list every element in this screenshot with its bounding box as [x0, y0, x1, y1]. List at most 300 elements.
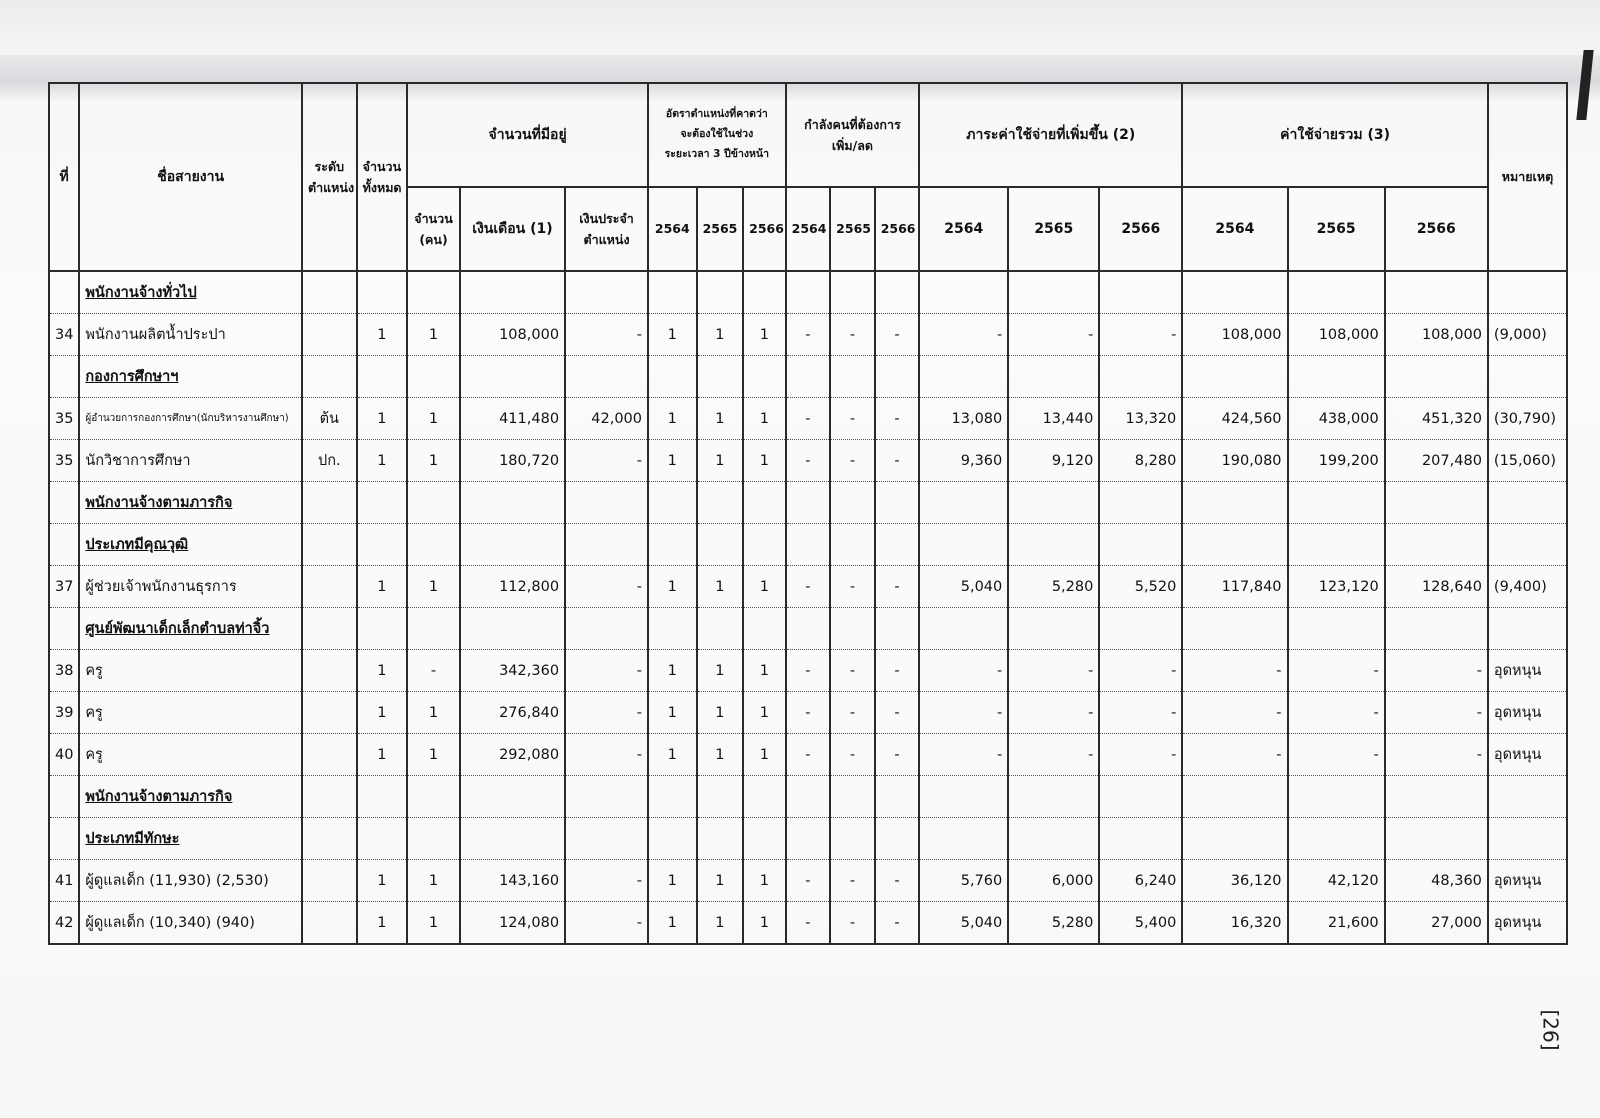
header-year: 2564	[1182, 187, 1287, 271]
position-name: ผู้อำนวยการกองการศึกษา(นักบริหารงานศึกษา)	[79, 398, 302, 440]
remark: (15,060)	[1488, 440, 1567, 482]
total-cost-value: 438,000	[1288, 398, 1385, 440]
empty-cell	[830, 356, 875, 398]
position-name: ผู้ช่วยเจ้าพนักงานธุรการ	[79, 566, 302, 608]
rate-value: 1	[648, 734, 697, 776]
burden-value: -	[1008, 692, 1099, 734]
empty-cell	[786, 776, 831, 818]
row-number	[49, 271, 79, 314]
empty-cell	[302, 818, 357, 860]
empty-cell	[1288, 524, 1385, 566]
rate-value: 1	[648, 692, 697, 734]
empty-cell	[697, 818, 744, 860]
change-value: -	[786, 692, 831, 734]
table-row	[49, 902, 1567, 945]
burden-value: -	[1008, 314, 1099, 356]
section-row	[49, 482, 1567, 524]
empty-cell	[875, 608, 920, 650]
empty-cell	[1288, 482, 1385, 524]
burden-value: -	[1008, 650, 1099, 692]
empty-cell	[357, 818, 408, 860]
empty-cell	[1182, 271, 1287, 314]
empty-cell	[1385, 482, 1488, 524]
row-number	[49, 776, 79, 818]
change-value: -	[830, 650, 875, 692]
empty-cell	[565, 776, 648, 818]
total-cost-value: 42,120	[1288, 860, 1385, 902]
table-row	[49, 566, 1567, 608]
row-number	[49, 608, 79, 650]
empty-cell	[830, 482, 875, 524]
position-pay: -	[565, 902, 648, 945]
empty-cell	[460, 818, 565, 860]
section-title	[79, 608, 302, 650]
total-cost-value: -	[1182, 692, 1287, 734]
empty-cell	[919, 524, 1008, 566]
empty-cell	[1385, 818, 1488, 860]
change-value: -	[830, 692, 875, 734]
remark: (30,790)	[1488, 398, 1567, 440]
empty-cell	[697, 524, 744, 566]
total-cost-value: -	[1288, 650, 1385, 692]
empty-cell	[302, 608, 357, 650]
empty-cell	[919, 776, 1008, 818]
empty-cell	[648, 271, 697, 314]
empty-cell	[1099, 482, 1182, 524]
total-cost-value: -	[1182, 734, 1287, 776]
rate-value: 1	[743, 734, 786, 776]
empty-cell	[407, 524, 460, 566]
burden-value: 6,000	[1008, 860, 1099, 902]
change-value: -	[875, 566, 920, 608]
section-row	[49, 776, 1567, 818]
position-pay: -	[565, 692, 648, 734]
section-row	[49, 608, 1567, 650]
empty-cell	[302, 524, 357, 566]
empty-cell	[302, 356, 357, 398]
change-value: -	[786, 398, 831, 440]
change-value: -	[875, 314, 920, 356]
header-name: ชื่อสายงาน	[79, 83, 302, 271]
burden-value: 9,120	[1008, 440, 1099, 482]
empty-cell	[357, 271, 408, 314]
empty-cell	[1182, 776, 1287, 818]
section-title-text: พนักงานจ้างทั่วไป	[85, 285, 197, 301]
empty-cell	[1385, 356, 1488, 398]
empty-cell	[1288, 818, 1385, 860]
burden-value: -	[1099, 692, 1182, 734]
section-title	[79, 818, 302, 860]
empty-cell	[1488, 818, 1567, 860]
position-level	[302, 650, 357, 692]
row-number: 42	[49, 902, 79, 945]
change-value: -	[830, 440, 875, 482]
change-value: -	[786, 650, 831, 692]
empty-cell	[565, 818, 648, 860]
rate-value: 1	[743, 650, 786, 692]
existing-count: 1	[407, 734, 460, 776]
header-position-pay: เงินประจำ ตำแหน่ง	[565, 187, 648, 271]
remark: (9,400)	[1488, 566, 1567, 608]
empty-cell	[1008, 524, 1099, 566]
position-level: ปก.	[302, 440, 357, 482]
empty-cell	[875, 271, 920, 314]
total-cost-value: 48,360	[1385, 860, 1488, 902]
empty-cell	[786, 271, 831, 314]
rate-value: 1	[743, 314, 786, 356]
empty-cell	[1288, 271, 1385, 314]
burden-value: -	[919, 650, 1008, 692]
header-remark: หมายเหตุ	[1488, 83, 1567, 271]
salary: 143,160	[460, 860, 565, 902]
empty-cell	[648, 482, 697, 524]
table-row	[49, 650, 1567, 692]
empty-cell	[786, 608, 831, 650]
change-value: -	[830, 398, 875, 440]
empty-cell	[565, 271, 648, 314]
empty-cell	[1008, 482, 1099, 524]
total-count: 1	[357, 692, 408, 734]
existing-count: 1	[407, 440, 460, 482]
empty-cell	[460, 524, 565, 566]
salary: 112,800	[460, 566, 565, 608]
empty-cell	[919, 608, 1008, 650]
total-count: 1	[357, 398, 408, 440]
row-number	[49, 818, 79, 860]
header-existing: จำนวนที่มีอยู่	[407, 83, 648, 187]
rate-value: 1	[743, 440, 786, 482]
position-level	[302, 902, 357, 945]
burden-value: 5,040	[919, 902, 1008, 945]
empty-cell	[1288, 608, 1385, 650]
empty-cell	[919, 818, 1008, 860]
salary: 342,360	[460, 650, 565, 692]
burden-value: -	[1099, 314, 1182, 356]
table-row	[49, 398, 1567, 440]
table-row	[49, 860, 1567, 902]
empty-cell	[1488, 271, 1567, 314]
total-cost-value: -	[1288, 734, 1385, 776]
header-year: 2565	[1008, 187, 1099, 271]
total-count: 1	[357, 440, 408, 482]
empty-cell	[697, 271, 744, 314]
empty-cell	[743, 818, 786, 860]
burden-value: -	[1099, 650, 1182, 692]
rate-value: 1	[697, 440, 744, 482]
salary: 292,080	[460, 734, 565, 776]
rate-value: 1	[697, 692, 744, 734]
burden-value: 8,280	[1099, 440, 1182, 482]
empty-cell	[460, 482, 565, 524]
total-cost-value: -	[1385, 650, 1488, 692]
empty-cell	[1385, 271, 1488, 314]
total-cost-value: 16,320	[1182, 902, 1287, 945]
empty-cell	[786, 356, 831, 398]
header-year: 2564	[786, 187, 831, 271]
change-value: -	[786, 860, 831, 902]
header-change: กำลังคนที่ต้องการ เพิ่ม/ลด	[786, 83, 920, 187]
rate-value: 1	[697, 902, 744, 945]
empty-cell	[565, 608, 648, 650]
salary: 108,000	[460, 314, 565, 356]
header-total-cost: ค่าใช้จ่ายรวม (3)	[1182, 83, 1488, 187]
existing-count: 1	[407, 860, 460, 902]
row-number: 34	[49, 314, 79, 356]
empty-cell	[302, 271, 357, 314]
row-number	[49, 482, 79, 524]
total-cost-value: -	[1385, 734, 1488, 776]
empty-cell	[786, 482, 831, 524]
change-value: -	[830, 902, 875, 945]
existing-count: 1	[407, 566, 460, 608]
total-cost-value: -	[1288, 692, 1385, 734]
empty-cell	[743, 524, 786, 566]
header-year: 2566	[1099, 187, 1182, 271]
header-year: 2566	[743, 187, 786, 271]
remark: อุดหนุน	[1488, 650, 1567, 692]
position-pay: -	[565, 314, 648, 356]
empty-cell	[919, 356, 1008, 398]
remark: อุดหนุน	[1488, 902, 1567, 945]
header-year: 2565	[1288, 187, 1385, 271]
empty-cell	[648, 608, 697, 650]
change-value: -	[875, 734, 920, 776]
total-count: 1	[357, 902, 408, 945]
remark: อุดหนุน	[1488, 860, 1567, 902]
rate-value: 1	[697, 650, 744, 692]
empty-cell	[786, 818, 831, 860]
position-name: ครู	[79, 692, 302, 734]
empty-cell	[830, 271, 875, 314]
change-value: -	[830, 734, 875, 776]
salary: 276,840	[460, 692, 565, 734]
total-count: 1	[357, 734, 408, 776]
existing-count: -	[407, 650, 460, 692]
empty-cell	[407, 818, 460, 860]
empty-cell	[1182, 524, 1287, 566]
empty-cell	[1288, 776, 1385, 818]
empty-cell	[648, 356, 697, 398]
total-cost-value: 451,320	[1385, 398, 1488, 440]
empty-cell	[1099, 271, 1182, 314]
section-title	[79, 776, 302, 818]
total-count: 1	[357, 566, 408, 608]
empty-cell	[407, 776, 460, 818]
burden-value: -	[919, 314, 1008, 356]
existing-count: 1	[407, 902, 460, 945]
change-value: -	[875, 398, 920, 440]
change-value: -	[830, 566, 875, 608]
empty-cell	[875, 818, 920, 860]
header-year: 2565	[830, 187, 875, 271]
empty-cell	[407, 271, 460, 314]
section-row	[49, 271, 1567, 314]
empty-cell	[1008, 608, 1099, 650]
empty-cell	[830, 524, 875, 566]
empty-cell	[1008, 776, 1099, 818]
row-number: 35	[49, 440, 79, 482]
empty-cell	[919, 482, 1008, 524]
empty-cell	[1008, 818, 1099, 860]
rate-value: 1	[697, 314, 744, 356]
change-value: -	[830, 314, 875, 356]
empty-cell	[1182, 482, 1287, 524]
empty-cell	[875, 524, 920, 566]
burden-value: 9,360	[919, 440, 1008, 482]
empty-cell	[1385, 776, 1488, 818]
empty-cell	[565, 482, 648, 524]
position-name: ครู	[79, 734, 302, 776]
position-pay: -	[565, 650, 648, 692]
section-title	[79, 524, 302, 566]
position-pay: -	[565, 440, 648, 482]
existing-count: 1	[407, 398, 460, 440]
header-total: จำนวน ทั้งหมด	[357, 83, 408, 271]
empty-cell	[875, 356, 920, 398]
rate-value: 1	[743, 566, 786, 608]
total-cost-value: 123,120	[1288, 566, 1385, 608]
total-cost-value: 21,600	[1288, 902, 1385, 945]
empty-cell	[1182, 356, 1287, 398]
total-cost-value: 207,480	[1385, 440, 1488, 482]
empty-cell	[1488, 482, 1567, 524]
empty-cell	[1008, 271, 1099, 314]
change-value: -	[786, 566, 831, 608]
section-title	[79, 271, 302, 314]
section-row	[49, 818, 1567, 860]
section-title	[79, 356, 302, 398]
position-pay: -	[565, 734, 648, 776]
burden-value: 13,080	[919, 398, 1008, 440]
change-value: -	[875, 692, 920, 734]
empty-cell	[1099, 818, 1182, 860]
header-salary: เงินเดือน (1)	[460, 187, 565, 271]
position-name: ผู้ดูแลเด็ก (11,930) (2,530)	[79, 860, 302, 902]
salary: 124,080	[460, 902, 565, 945]
total-cost-value: 117,840	[1182, 566, 1287, 608]
row-number: 39	[49, 692, 79, 734]
change-value: -	[786, 440, 831, 482]
empty-cell	[1385, 524, 1488, 566]
empty-cell	[830, 818, 875, 860]
remark: อุดหนุน	[1488, 734, 1567, 776]
empty-cell	[357, 608, 408, 650]
rate-value: 1	[743, 692, 786, 734]
position-pay: -	[565, 566, 648, 608]
existing-count: 1	[407, 314, 460, 356]
position-level	[302, 734, 357, 776]
empty-cell	[786, 524, 831, 566]
section-title-text: พนักงานจ้างตามภารกิจ	[85, 789, 233, 805]
empty-cell	[875, 776, 920, 818]
empty-cell	[743, 608, 786, 650]
change-value: -	[875, 440, 920, 482]
rate-value: 1	[648, 902, 697, 945]
burden-value: -	[919, 692, 1008, 734]
rate-value: 1	[697, 566, 744, 608]
row-number: 40	[49, 734, 79, 776]
section-title-text: กองการศึกษาฯ	[85, 369, 179, 385]
rate-value: 1	[648, 650, 697, 692]
existing-count: 1	[407, 692, 460, 734]
empty-cell	[357, 482, 408, 524]
total-cost-value: 424,560	[1182, 398, 1287, 440]
burden-value: 6,240	[1099, 860, 1182, 902]
empty-cell	[565, 524, 648, 566]
empty-cell	[357, 524, 408, 566]
header-no: ที่	[49, 83, 79, 271]
table-body	[49, 271, 1567, 944]
table-row	[49, 734, 1567, 776]
empty-cell	[743, 482, 786, 524]
empty-cell	[1488, 608, 1567, 650]
header-year: 2564	[919, 187, 1008, 271]
row-number: 38	[49, 650, 79, 692]
section-row	[49, 356, 1567, 398]
empty-cell	[460, 356, 565, 398]
empty-cell	[1488, 524, 1567, 566]
empty-cell	[407, 482, 460, 524]
position-name: ผู้ดูแลเด็ก (10,340) (940)	[79, 902, 302, 945]
change-value: -	[786, 902, 831, 945]
position-name: นักวิชาการศึกษา	[79, 440, 302, 482]
position-level	[302, 860, 357, 902]
empty-cell	[697, 482, 744, 524]
header-level: ระดับ ตำแหน่ง	[302, 83, 357, 271]
burden-value: -	[1099, 734, 1182, 776]
empty-cell	[407, 356, 460, 398]
empty-cell	[1488, 776, 1567, 818]
total-cost-value: 128,640	[1385, 566, 1488, 608]
section-title	[79, 482, 302, 524]
empty-cell	[743, 356, 786, 398]
total-cost-value: 190,080	[1182, 440, 1287, 482]
change-value: -	[875, 902, 920, 945]
empty-cell	[648, 818, 697, 860]
empty-cell	[1288, 356, 1385, 398]
total-cost-value: 108,000	[1385, 314, 1488, 356]
empty-cell	[460, 271, 565, 314]
burden-value: 13,440	[1008, 398, 1099, 440]
burden-value: 5,400	[1099, 902, 1182, 945]
empty-cell	[830, 776, 875, 818]
salary: 411,480	[460, 398, 565, 440]
total-cost-value: 199,200	[1288, 440, 1385, 482]
row-number: 41	[49, 860, 79, 902]
empty-cell	[648, 524, 697, 566]
rate-value: 1	[743, 902, 786, 945]
remark: อุดหนุน	[1488, 692, 1567, 734]
burden-value: 5,520	[1099, 566, 1182, 608]
burden-value: 5,760	[919, 860, 1008, 902]
remark: (9,000)	[1488, 314, 1567, 356]
rate-value: 1	[648, 860, 697, 902]
empty-cell	[1099, 356, 1182, 398]
position-name: พนักงานผลิตน้ำประปา	[79, 314, 302, 356]
burden-value: -	[1008, 734, 1099, 776]
empty-cell	[875, 482, 920, 524]
row-number	[49, 356, 79, 398]
section-title-text: ประเภทมีทักษะ	[85, 831, 180, 847]
empty-cell	[830, 608, 875, 650]
total-cost-value: 108,000	[1288, 314, 1385, 356]
position-level	[302, 692, 357, 734]
header-year: 2566	[1385, 187, 1488, 271]
empty-cell	[1385, 608, 1488, 650]
empty-cell	[357, 776, 408, 818]
header-year: 2564	[648, 187, 697, 271]
burden-value: 13,320	[1099, 398, 1182, 440]
